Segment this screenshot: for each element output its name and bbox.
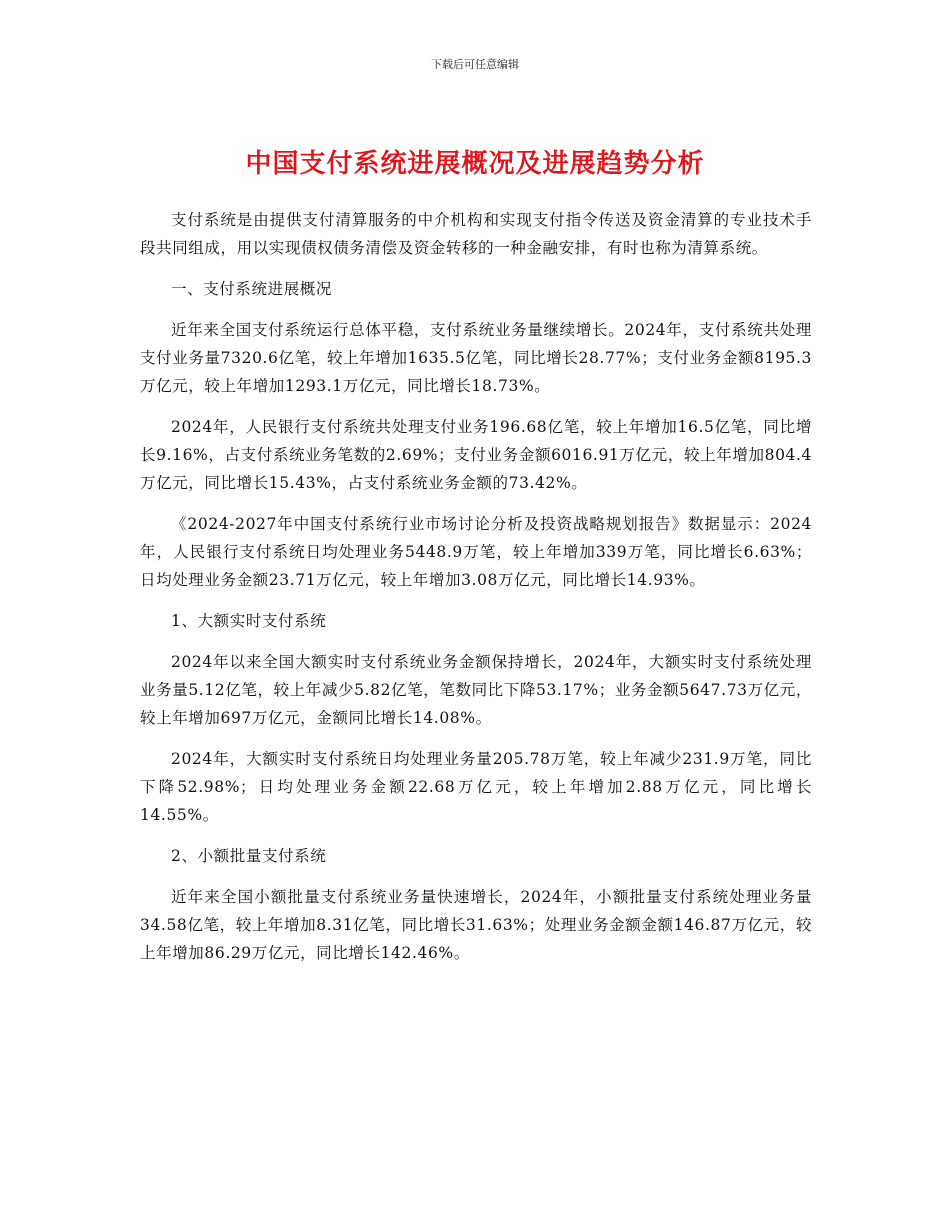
subsection-heading-hvps: 1、大额实时支付系统 — [171, 612, 327, 630]
beps-paragraph: 近年来全国小额批量支付系统业务量快速增长，2024年，小额批量支付系统处理业务量34.58亿笔，较上年增加8.31亿笔，同比增长31.63%；处理业务金额金额146.87万亿元，较上年增加86.29万亿元，同比增长142.46%。 — [140, 888, 812, 962]
document-body — [140, 206, 812, 980]
hvps-paragraph: 2024年以来全国大额实时支付系统业务金额保持增长，2024年，大额实时支付系统处理业务量5.12亿笔，较上年减少5.82亿笔，笔数同比下降53.17%；业务金额5647.73万亿元，较上年增加697万亿元，金额同比增长14.08%。 — [140, 653, 812, 727]
intro-paragraph: 支付系统是由提供支付清算服务的中介机构和实现支付指令传送及资金清算的专业技术手段共同组成，用以实现债权债务清偿及资金转移的一种金融安排，有时也称为清算系统。 — [140, 211, 812, 257]
header-note: 下载后可任意编辑 — [431, 58, 519, 71]
document-title: 中国支付系统进展概况及进展趋势分析 — [245, 149, 705, 179]
subsection-heading-beps: 2、小额批量支付系统 — [171, 847, 327, 865]
overview-paragraph: 近年来全国支付系统运行总体平稳，支付系统业务量继续增长。2024年，支付系统共处理支付业务量7320.6亿笔，较上年增加1635.5亿笔，同比增长28.77%；支付业务金额8195.3万亿元，较上年增加1293.1万亿元，同比增长18.73%。 — [140, 321, 812, 395]
report-paragraph: 《2024-2027年中国支付系统行业市场讨论分析及投资战略规划报告》数据显示：2024年，人民银行支付系统日均处理业务5448.9万笔，较上年增加339万笔，同比增长6.63%；日均处理业务金额23.71万亿元，较上年增加3.08万亿元，同比增长14.93%。 — [140, 515, 812, 589]
hvps-daily-paragraph: 2024年，大额实时支付系统日均处理业务量205.78万笔，较上年减少231.9万笔，同比下降52.98%；日均处理业务金额22.68万亿元，较上年增加2.88万亿元，同比增长14.55%。 — [140, 750, 812, 824]
pboc-paragraph: 2024年，人民银行支付系统共处理支付业务196.68亿笔，较上年增加16.5亿笔，同比增长9.16%，占支付系统业务笔数的2.69%；支付业务金额6016.91万亿元，较上年增加804.4万亿元，同比增长15.43%，占支付系统业务金额的73.42%。 — [140, 418, 812, 492]
section-heading-overview: 一、支付系统进展概况 — [171, 280, 333, 298]
